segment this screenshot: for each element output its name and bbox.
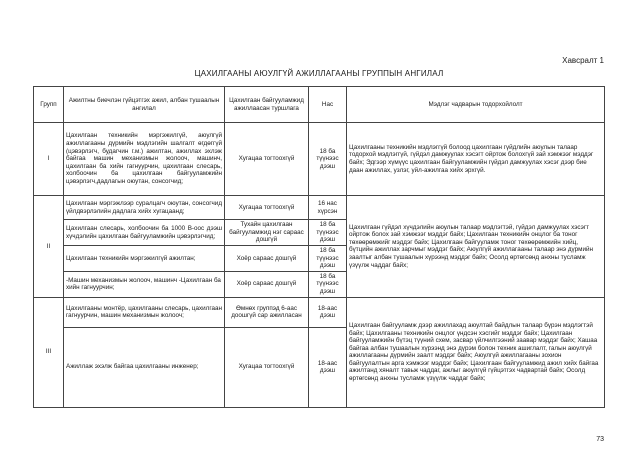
knowledge-cell: Цахилгаан гүйдэл хүчдэлийн аюулын талаар мэдлэгтэй, гүйдэл дамжуулах хэсэгт ойртож болох зай хэмжээг мэддэг байх; Цахилгаан техникийн онцлог ба тоног төхөөрөмжийг мэддэг байх; Цахилгаан байгууламж тоног төхөөрөмжийн хийц, бүтцийн ажиллах зарчмыг мэддэг байх; Аюулгүй ажиллагааны талаар энэ дүрмийн заалтыг албан тушаалын хүрээнд мэддэг байх; Осолд өртөгсөнд анхны тусламж үзүүлж чаддаг байх;: [347, 196, 605, 298]
role-cell: Цахилгаан слесарь, холбоочин ба 1000 В-оос дээш хүчдэлийн цахилгаан байгууламжийн цэвэрлэгчид;: [64, 220, 225, 246]
age-cell: 16 нас хүрсэн: [309, 196, 347, 220]
age-cell: 18 ба түүнээс дээш: [309, 271, 347, 297]
table-row: [34, 297, 605, 327]
classification-table: [33, 86, 605, 408]
table-header-row: [34, 87, 605, 123]
power-cell: Өмнөх группэд 6-аас доошгүй сар ажилласан: [225, 297, 309, 327]
table-row: [34, 123, 605, 196]
header-knowledge: Мэдлэг чадварын тодорхойлолт: [347, 87, 605, 123]
group-cell: II: [34, 196, 64, 298]
role-cell: Цахилгаан мэргэжлээр суралцагч оюутан, сонсогчид үйлдвэрлэлийн дадлага хийх хугацаанд;: [64, 196, 225, 220]
age-cell: 18-аас дээш: [309, 297, 347, 327]
header-age: Нас: [309, 87, 347, 123]
role-cell: Ажиллаж эхэлж байгаа цахилгааны инженер;: [64, 327, 225, 407]
age-cell: 18 ба түүнээс дээш: [309, 123, 347, 196]
age-cell: 18-аас дээш: [309, 327, 347, 407]
group-cell: III: [34, 297, 64, 407]
power-cell: Хугацаа тогтоохгүй: [225, 196, 309, 220]
header-power: Цахилгаан байгууламжид ажиллаасан туршлага: [225, 87, 309, 123]
header-role: Ажилтны биечлэн гүйцэтгэх ажил, албан тушаалын ангилал: [64, 87, 225, 123]
group-cell: I: [34, 123, 64, 196]
role-cell: Цахилгааны монтёр, цахилгааны слесарь, цахилгаан гагнуурчин, машин механизмын жолооч;: [64, 297, 225, 327]
power-cell: Хоёр сараас дошгүй: [225, 246, 309, 272]
appendix-label: Хавсралт 1: [562, 56, 604, 65]
page-number: 73: [596, 436, 604, 443]
role-cell: -Машин механизмын жолооч, машинч -Цахилгаан ба хийн гагнуурчин;: [64, 271, 225, 297]
age-cell: 18 ба түүнээс дээш: [309, 246, 347, 272]
page-title: ЦАХИЛГААНЫ АЮУЛГҮЙ АЖИЛЛАГААНЫ ГРУППЫН АНГИЛАЛ: [194, 69, 444, 78]
table-row: [34, 196, 605, 220]
role-cell: Цахилгаан техникийн мэргэжилгүй, аюулгүй ажиллагааны дүрмийн мэдлэгийн шалгалт өгдөггүй (цэвэрлэгч, будагчин г.м.) ажилтан, ажиллах эхлэж байгаа машин механизмын жолооч, машинч, цахилгаан ба хийн гагнуурчин, цахилгаан слесарь, холбоочин ба цахилгаан байгууламжийн цэвэрлэгч,дадлагын оюутан, сонсогчид;: [64, 123, 225, 196]
power-cell: Тухайн цахилгаан байгууламжид нэг сараас дошгүй: [225, 220, 309, 246]
role-cell: Цахилгаан техникийн мэргэжилгүй ажилтан;: [64, 246, 225, 272]
age-cell: 18 ба түүнээс дээш: [309, 220, 347, 246]
knowledge-cell: Цахилгааны техникийн мэдлэггүй болоод цахилгаан гүйдлийн аюулын талаар тодорхой мэдлэггүй, гүйдэл дамжуулах хэсэгт ойртож болохгүй зай хэмжээг мэддэг байх; Эдгээр хүмүүс цахилгаан байгууламжийн гүйдэл дамжуулах хэсэг дээр бие даан ажиллах, узлэг, уйл-ажилгаа хийх эрхгүй.: [347, 123, 605, 196]
power-cell: Хугацаа тогтоохгүй: [225, 123, 309, 196]
power-cell: Хугацаа тогтоохгүй: [225, 327, 309, 407]
knowledge-cell: Цахилгаан байгууламж дээр ажиллахад аюултай байдлын талаар бүрэн мэдлэгтэй байх; Цахилгааны техникийн онцлог үндсэн хэсгийг мэддэг байх; Цахилгаан байгууламжийн бүтэц түүний схем, засвар үйлчилгээний заавар мэддэг байх; Хашаа байгаа албан тушаалын хүрээнд энэ дүрэм болон техник ашиглалт, галын аюулгүй ажиллагааны дүрмийн заалт мэддэг байх; Аюулгүй ажиллагааны зохион байгуулалтын арга хэмжээг мэддэг байх; Цахилгаан байгууламжид ажил хийх байгаа ажилтанд хяналт тавьж чаддаг, ажлыг аюулгүй гүйцэтгэх чадвартай байх; Осолд өртөгсөнд анхны тусламж үзүүлж чаддаг байх;: [347, 297, 605, 407]
power-cell: Хоёр сараас дошгүй: [225, 271, 309, 297]
header-group: Групп: [34, 87, 64, 123]
